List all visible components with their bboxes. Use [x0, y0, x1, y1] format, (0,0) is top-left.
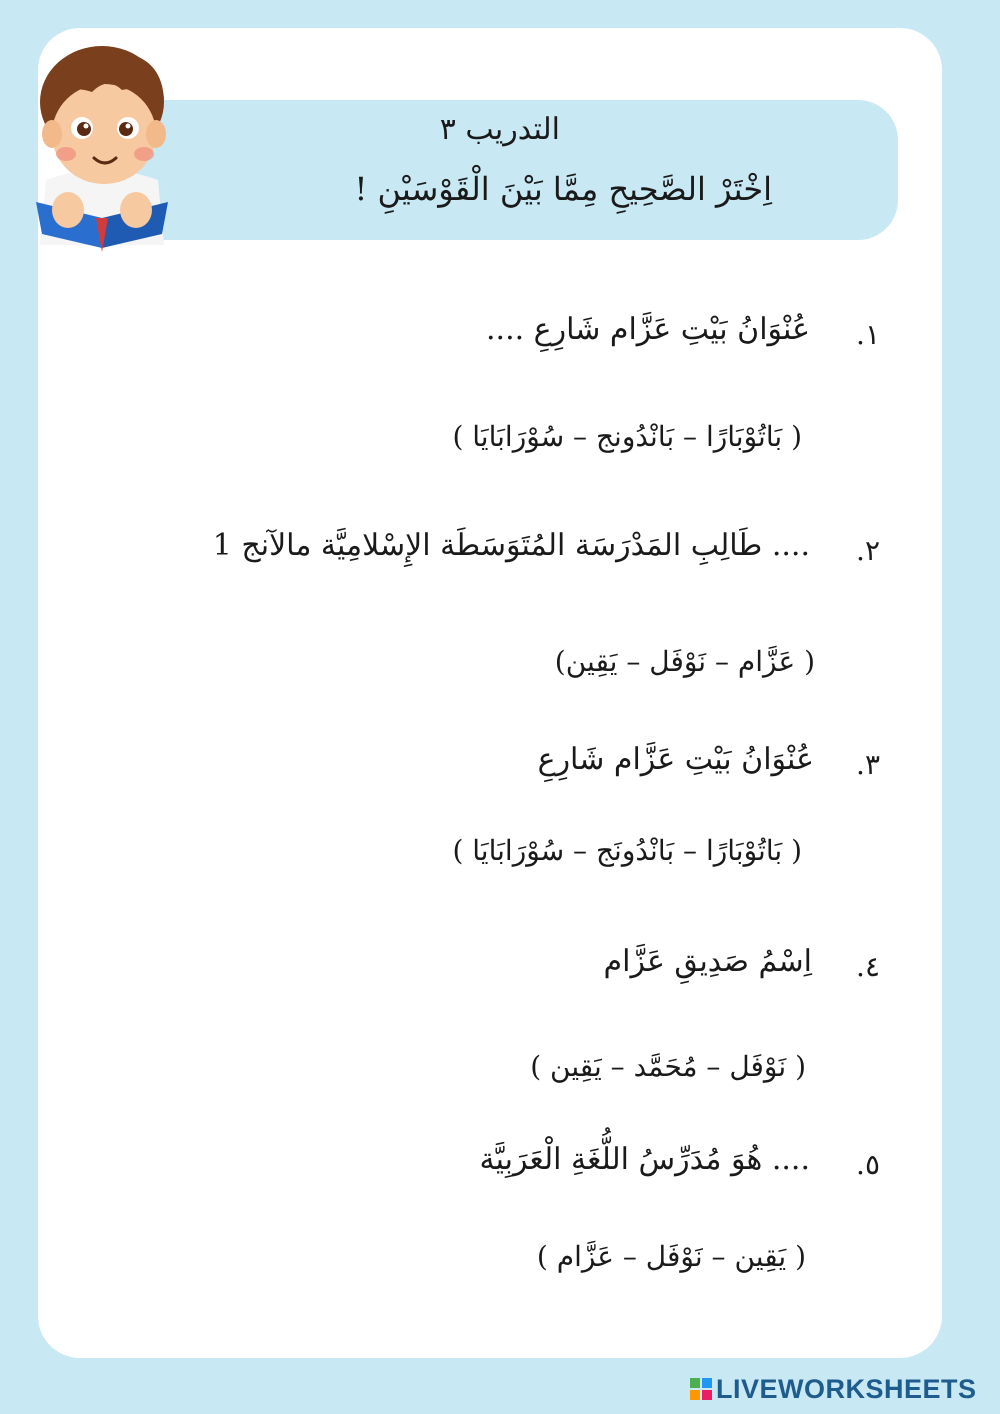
question-options: ( بَاتُوْبَارًا – بَانْدُونَج – سُوْرَابَايَا ): [452, 834, 802, 867]
exercise-title: التدريب ٣: [439, 112, 560, 147]
question-number: ٢.: [856, 534, 880, 567]
question-text: اِسْمُ صَدِيقِ عَزَّام: [603, 944, 812, 979]
question-text: عُنْوَانُ بَيْتِ عَزَّام شَارِعِ: [537, 742, 814, 777]
question-options: ( يَقِين – نَوْفَل – عَزَّام ): [536, 1240, 806, 1273]
question-options: ( عَزَّام – نَوْفَل – يَقِين): [554, 645, 815, 678]
boy-reading-book-illustration: [22, 30, 182, 252]
question-text: عُنْوَانُ بَيْتِ عَزَّام شَارِعِ ....: [486, 312, 810, 347]
exercise-instruction: اِخْتَرْ الصَّحِيحِ مِمَّا بَيْنَ الْقَوْسَيْنِ !: [354, 170, 772, 208]
question-text: .... طَالِبِ المَدْرَسَة المُتَوَسَطَة الإِسْلامِيَّة مالآنج 1: [212, 528, 810, 563]
question-options: ( نَوْفَل – مُحَمَّد – يَقِين ): [530, 1050, 806, 1083]
question-options: ( بَاتُوْبَارًا – بَانْدُونج – سُوْرَابَايَا ): [452, 420, 802, 453]
question-text: .... هُوَ مُدَرِّسُ اللُّغَةِ الْعَرَبِيَّة: [479, 1142, 810, 1177]
question-number: ٥.: [856, 1148, 880, 1181]
question-number: ٣.: [856, 748, 880, 781]
question-number: ٤.: [856, 950, 880, 983]
liveworksheets-brand[interactable]: [690, 1374, 977, 1404]
question-number: ١.: [856, 318, 880, 351]
liveworksheets-logo-icon: [690, 1378, 712, 1400]
brand-name: LIVEWORKSHEETS: [716, 1373, 977, 1404]
